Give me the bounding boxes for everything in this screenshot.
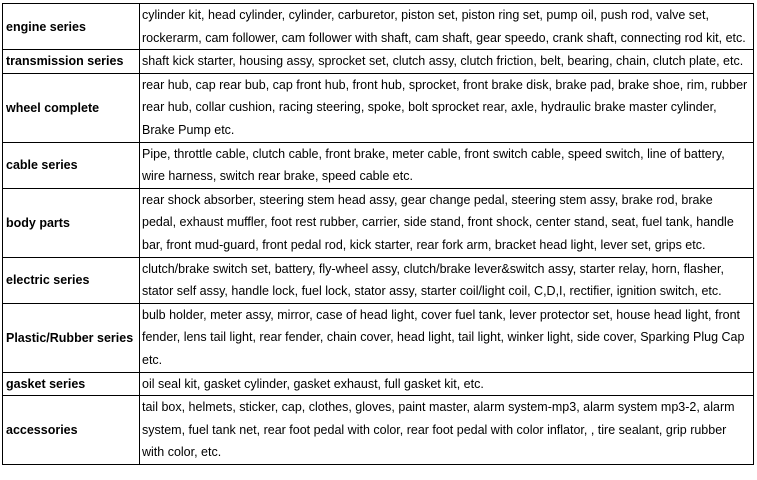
- category-cell: cable series: [3, 142, 140, 188]
- category-cell: accessories: [3, 396, 140, 465]
- table-row: [3, 257, 754, 303]
- parts-table: [2, 3, 754, 465]
- items-cell: rear shock absorber, steering stem head assy, gear change pedal, steering stem assy, brake rod, brake pedal, exhaust muffler, foot rest rubber, carrier, side stand, front shock, center stand, seat, fuel tank, handle bar, front mud-guard, front pedal rod, kick starter, rear fork arm, bracket head light, lever set, grips etc.: [140, 188, 754, 257]
- category-cell: engine series: [3, 4, 140, 50]
- category-cell: electric series: [3, 257, 140, 303]
- items-cell: tail box, helmets, sticker, cap, clothes, gloves, paint master, alarm system-mp3, alarm system mp3-2, alarm system, fuel tank net, rear foot pedal with color, rear foot pedal with color inflator, , tire sealant, grip rubber with color, etc.: [140, 396, 754, 465]
- table-row: [3, 4, 754, 50]
- table-row: [3, 50, 754, 74]
- table-row: [3, 188, 754, 257]
- category-cell: body parts: [3, 188, 140, 257]
- table-row: [3, 73, 754, 142]
- items-cell: shaft kick starter, housing assy, sprocket set, clutch assy, clutch friction, belt, bearing, chain, clutch plate, etc.: [140, 50, 754, 74]
- table-row: [3, 142, 754, 188]
- items-cell: clutch/brake switch set, battery, fly-wheel assy, clutch/brake lever&switch assy, starter relay, horn, flasher, stator self assy, handle lock, fuel lock, stator assy, starter coil/light coil, C,D,I, rectifier, ignition switch, etc.: [140, 257, 754, 303]
- table-row: [3, 303, 754, 372]
- category-cell: Plastic/Rubber series: [3, 303, 140, 372]
- table-row: [3, 396, 754, 465]
- items-cell: cylinder kit, head cylinder, cylinder, carburetor, piston set, piston ring set, pump oil, push rod, valve set, rockerarm, cam follower, cam follower with shaft, cam shaft, gear speedo, crank shaft, connecting rod kit, etc.: [140, 4, 754, 50]
- table-row: [3, 372, 754, 396]
- items-cell: Pipe, throttle cable, clutch cable, front brake, meter cable, front switch cable, speed switch, line of battery, wire harness, switch rear brake, speed cable etc.: [140, 142, 754, 188]
- items-cell: bulb holder, meter assy, mirror, case of head light, cover fuel tank, lever protector set, house head light, front fender, lens tail light, rear fender, chain cover, head light, tail light, winker light, side cover, Sparking Plug Cap etc.: [140, 303, 754, 372]
- category-cell: wheel complete: [3, 73, 140, 142]
- items-cell: oil seal kit, gasket cylinder, gasket exhaust, full gasket kit, etc.: [140, 372, 754, 396]
- category-cell: transmission series: [3, 50, 140, 74]
- items-cell: rear hub, cap rear bub, cap front hub, front hub, sprocket, front brake disk, brake pad, brake shoe, rim, rubber rear hub, collar cushion, racing steering, spoke, bolt sprocket rear, axle, hydraulic brake master cylinder, Brake Pump etc.: [140, 73, 754, 142]
- category-cell: gasket series: [3, 372, 140, 396]
- parts-table-container: [2, 3, 754, 465]
